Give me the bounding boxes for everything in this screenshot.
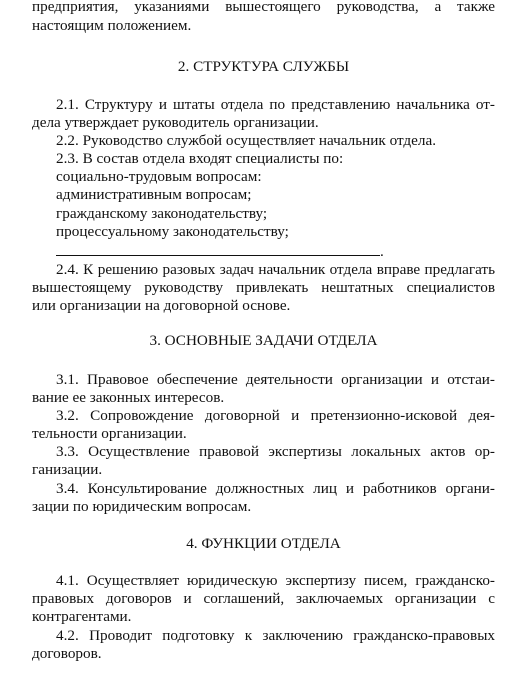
s3-p3-line-2: ганизации. — [32, 461, 103, 478]
s2-list-item: процессуальному законодательству; — [56, 223, 289, 240]
s3-p2-line-2: тельности организации. — [32, 425, 187, 442]
s2-p1-line-1: 2.1. Структуру и штаты отдела по представлению начальника от- — [56, 96, 495, 113]
s2-p1-line-2: дела утверждает руководитель организации. — [32, 114, 319, 131]
s2-p4-line-3: или организации на договорной основе. — [32, 297, 291, 314]
s3-p2-line-1: 3.2. Сопровождение договорной и претензионно-исковой дея- — [56, 407, 495, 424]
section-2-title: 2. СТРУКТУРА СЛУЖБЫ — [177, 58, 350, 75]
section-3-title: 3. ОСНОВНЫЕ ЗАДАЧИ ОТДЕЛА — [149, 332, 378, 349]
s3-p1-line-1: 3.1. Правовое обеспечение деятельности организации и отстаи- — [56, 371, 495, 388]
section-4-title: 4. ФУНКЦИИ ОТДЕЛА — [186, 535, 341, 552]
s4-p2-line-1: 4.2. Проводит подготовку к заключению гражданско-правовых — [56, 627, 495, 644]
s4-p1-line-2: правовых договоров и соглашений, заключаемых организации с — [32, 590, 495, 607]
s2-list-item: социально-трудовым вопросам: — [56, 168, 262, 185]
s4-p2-line-2: договоров. — [32, 645, 102, 662]
s2-p4-line-2: вышестоящему руководству привлекать нештатных специалистов — [32, 279, 495, 296]
intro-line-1: предприятия, указаниями вышестоящего руководства, а также — [32, 0, 495, 15]
s3-p3-line-1: 3.3. Осуществление правовой экспертизы локальных актов ор- — [56, 443, 495, 460]
s2-p2: 2.2. Руководство службой осуществляет начальник отдела. — [56, 132, 436, 149]
s3-p4-line-1: 3.4. Консультирование должностных лиц и работников органи- — [56, 480, 495, 497]
s3-p1-line-2: вание ее законных интересов. — [32, 389, 225, 406]
s2-list-item: административным вопросам; — [56, 186, 252, 203]
s4-p1-line-1: 4.1. Осуществляет юридическую экспертизу писем, гражданско- — [56, 572, 495, 589]
s2-p4-line-1: 2.4. К решению разовых задач начальник отдела вправе предлагать — [56, 261, 495, 278]
s2-p3: 2.3. В состав отдела входят специалисты по: — [56, 150, 344, 167]
s2-blank-entry — [56, 241, 384, 260]
s4-p1-line-3: контрагентами. — [32, 608, 132, 625]
intro-line-2: настоящим положением. — [32, 17, 192, 34]
s3-p4-line-2: зации по юридическим вопросам. — [32, 498, 252, 515]
fill-in-blank — [56, 241, 380, 256]
blank-period: . — [380, 243, 384, 260]
s2-list-item: гражданскому законодательству; — [56, 205, 268, 222]
